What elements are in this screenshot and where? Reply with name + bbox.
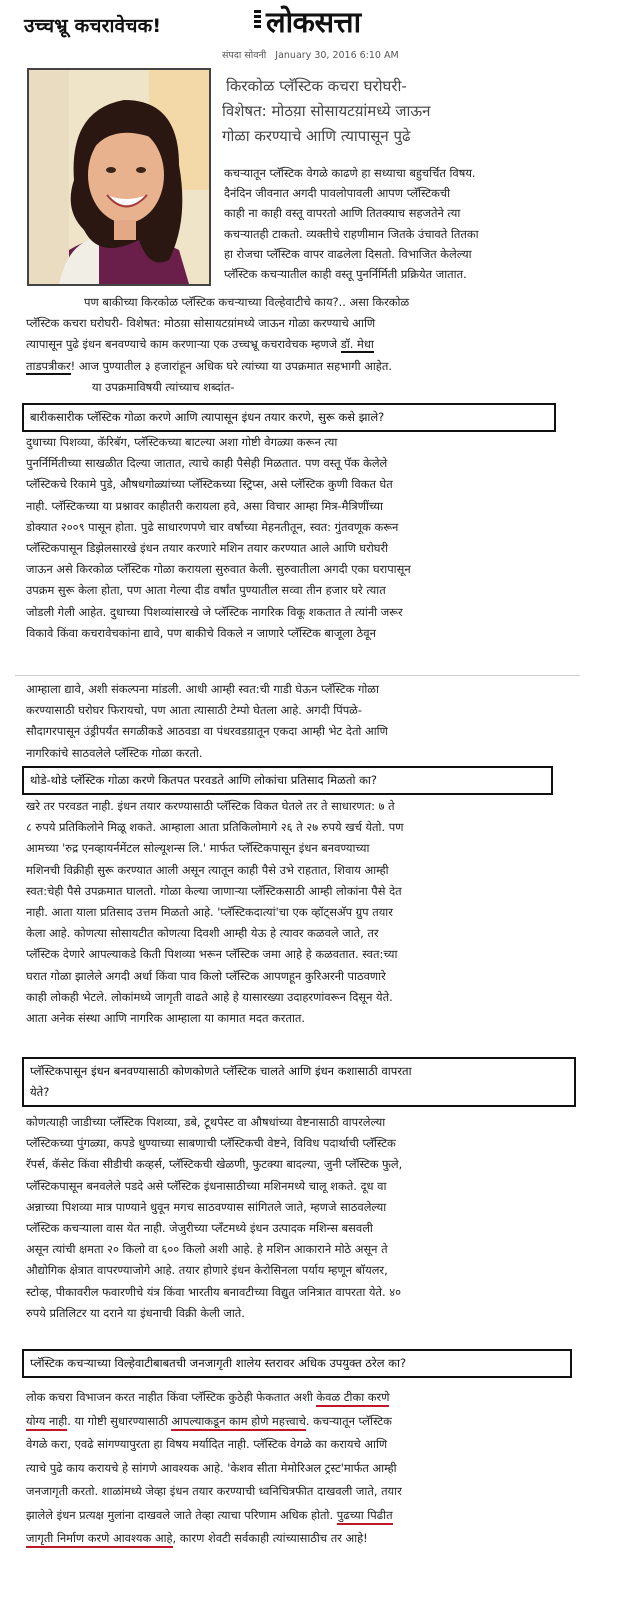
text-line: केला आहे. कोणत्या सोसायटीत कोणत्या दिवशी आम्ही येऊ हे त्यावर कळवले जाते, तर [26,926,379,941]
text-line: त्याचे पुढे काय करायचे हे सांगणे आवश्यक आहे. 'केशव सीता मेमोरिअल ट्रस्ट'मार्फत आम्ही [26,1460,397,1475]
answer-3 [26,1112,598,1324]
text-line: आमच्या 'रुद्र एनव्हायर्नमेंटल सोल्यूशन्स लि.' मार्फत प्लॅस्टिकपासून इंधन बनवण्याच्या [26,841,370,856]
logo-mark-icon [254,10,263,32]
highlight-not-right: योग्य नाही [26,1414,67,1431]
column-title: उच्चभ्रू कचरावेचक! [24,15,162,37]
question-text: थोडे-थोडे प्लॅस्टिक गोळा करणे कितपत परवडते आणि लोकांचा प्रतिसाद मिळतो का? [30,773,377,787]
text-line: नाही. प्लॅस्टिकच्या या प्रश्नावर काहीतरी करायला हवे, असा विचार आम्हा मित्र-मैत्रिणींच्या [26,498,383,513]
text-line: रॅपर्स, कॅसेट किंवा सीडीची कव्हर्स, प्लॅस्टिकची खेळणी, फुटक्या बादल्या, जुनी प्लॅस्टिक फुले, [26,1157,403,1172]
question-text: प्लॅस्टिकपासून इंधन बनवण्यासाठी कोणकोणते प्लॅस्टिक चालते आणि इंधन कशासाठी वापरता [30,1064,412,1078]
doctor-surname-highlight: ताडपत्रीकर [26,358,71,373]
text-line: दुधाच्या पिशव्या, कॅरिबॅग, प्लॅस्टिकच्या बाटल्या अशा गोष्टी वेगळ्या करून त्या [26,435,338,449]
text-line: कोणत्याही जाडीच्या प्लॅस्टिक पिशव्या, डबे, टूथपेस्ट वा औषधांच्या वेष्टनासाठी वापरलेल्या [26,1115,386,1129]
text-line: रुपये प्रतिलिटर या दराने या इंधनाची विक्री केली जाते. [26,1305,245,1320]
text-line: झालेले इंधन प्रत्यक्ष मुलांना दाखवले जाते तेव्हा त्याचा परिणाम अधिक होतो. पुढच्या पिढीत [26,1504,598,1528]
highlight-next-generation: पुढच्या पिढीत [337,1508,393,1525]
answer-4 [26,1386,598,1551]
question-box-1 [22,403,556,432]
text-line: कचऱ्यातही टाकतो. व्यक्तीचे राहणीमान जितके उंचावते तितका [224,226,479,241]
text-line: आम्हाला द्यावे, अशी संकल्पना मांडली. आधी आम्ही स्वत:ची गाडी घेऊन प्लॅस्टिक गोळा [26,682,379,696]
author-photo [27,68,211,286]
text-line: नागरिकांचे साठवलेले प्लॅस्टिक गोळा करतो. [26,745,203,760]
intro-paragraph [224,163,594,284]
highlight-awareness: जागृती निर्माण करणे आवश्यक आहे [26,1531,173,1548]
question-box-2 [22,766,553,795]
question-box-3 [22,1057,576,1107]
article-headline [222,74,596,149]
text-line: त्यापासून पुढे इंधन बनवण्याचे काम करणाऱ्या एक उच्चभ्रू कचरावेचक म्हणजे डॉ. मेधा [26,337,374,352]
text-line: घरात गोळा झालेले अगदी अर्धा किंवा पाव किलो प्लॅस्टिक आपणहून कुरिअरनी पाठवणारे [26,968,386,983]
article-page: उच्चभ्रू कचरावेचक! लोकसत्ता संपदा सोवनी January 30, 2016 6:10 AM किरकोळ प्लॅस्टिक कचरा घरोघरी- विशेषत: मोठय़ा सोसायटय़ांमध्ये जाऊन गोळा करण्याचे आणि त्यापासून पुढे कचऱ्यातून प्लॅस्टिक वेगळे काढणे हा सध्याचा बहुचर्चित विषय. दैनंदिन जीवनात अगदी पावलोपावली आपण प्लॅस्टिकची काही ना काही वस्तू वापरतो आणि तितक्याच सहजतेने त्या कचऱ्यातही टाकतो. व्यक्तीचे राहणीमान जितके उंचावते तितका हा रोजचा प्लॅस्टिक वापर वाढलेला दिसतो. विभाजित केलेल्या प्लॅस्टिक कचऱ्यातील काही वस्तू पुनर्निर्मिती प्रक्रियेत जातात. पण बाकीच्या किरकोळ प्लॅस्टिक कचऱ्याच्या विल्हेवाटीचे काय?.. असा किरकोळ प्लॅस्टिक कचरा घरोघरी- विशेषत: मोठय़ा सोसायटय़ांमध्ये जाऊन गोळा करण्याचे आणि त्यापासून पुढे इंधन बनवण्याचे काम करणाऱ्या एक उच्चभ्रू कचरावेचक म्हणजे डॉ. मेधा ताडपत्रीकर! आज पुण्यातील ३ हजारांहून अधिक घरे त्यांच्या या उपक्रमात सहभागी आहेत. या उपक्रमाविषयी त्यांच्याच शब्दांत- बारीकसारीक प्लॅस्टिक गोळा करणे आणि त्यापासून इंधन तयार करणे, सुरू कसे झाले? दुधाच्या पिशव्या, कॅरिबॅग, प्लॅस्टिकच्या बाटल्या अशा गोष्टी वेगळ्या करून त्या पुनर्निर्मितीच्या साखळीत दिल्या जातात, त्याचे काही पैसेही मिळतात. पण वस्तू पॅक केलेले प्लॅस्टिकचे रिकामे पुडे, औषधगोळ्यांच्या प्लॅस्टिकच्या स्ट्रिप्स, असे प्लॅस्टिक कुणी विकत घेत नाही. प्लॅस्टिकच्या या प्रश्नावर काहीतरी करायला हवे, असा विचार आम्हा मित्र-मैत्रिणींच्या डोक्यात २००९ पासून होता. पुढे साधारणपणे चार वर्षांच्या मेहनतीतून, स्वत: गुंतवणूक करून प्लॅस्टिकपासून डिझेलसारखे इंधन तयार करणारे मशिन तयार करण्यात आले आणि घरोघरी जाऊन असे किरकोळ प्लॅस्टिक गोळा करायला सुरुवात केली. सुरुवातीला अगदी एका घरापासून उपक्रम सुरू केला होता, पण आता गेल्या दीड वर्षांत पुण्यातील सव्वा तीन हजार घरे त्यात जोडली गेली आहेत. दुधाच्या पिशव्यांसारखे जे प्लॅस्टिक नागरिक विकू शकतात ते त्यांनी जरूर विकावे किंवा कचरावेचकांना द्यावे, पण बाकीचे विकले न जाणारे प्लॅस्टिक बाजूला ठेवून आम्हाला द्यावे, अशी संकल्पना मांडली. आधी आम्ही स्वत:ची गाडी घेऊन प्लॅस्टिक गोळा करण्यासाठी घरोघर फिरायचो, पण आता त्यासाठी टेम्पो घेतला आहे. अगदी पिंपळे- सौदागरपासून उंड्रीपर्यंत सगळीकडे आठवडा वा पंधरवडय़ातून एकदा आम्ही भेट देतो आणि नागरिकांचे साठवलेले प्लॅस्टिक गोळा करतो. थोडे-थोडे प्लॅस्टिक गोळा करणे कितपत परवडते आणि लोकांचा प्रतिसाद मिळतो का? खरे तर परवडत नाही. इंधन तयार करण्यासाठी प्लॅस्टिक विकत घेतले तर ते साधारणत: ७ ते ८ रुपये प्रतिकिलोने मिळू शकते. आम्हाला आता प्रतिकिलोमागे २६ ते २७ रुपये खर्च येतो. पण आमच्या 'रुद्र एनव्हायर्नमेंटल सोल्यूशन्स लि.' मार्फत प्लॅस्टिकपासून इंधन बनवण्याच्या मशिनची विक्रीही सुरू करण्यात आली असून त्यातून काही पैसे उभे राहतात, शिवाय आम्ही स्वत:चेही पैसे उपक्रमात घालतो. गोळा केल्या जाणाऱ्या प्लॅस्टिकसाठी आम्ही लोकांना पैसे देत नाही. आता याला प्रतिसाद उत्तम मिळतो आहे. 'प्लॅस्टिकदात्यां'चा एक व्हॉट्सअ‍ॅप ग्रुप तयार केला आहे. कोणत्या सोसायटीत कोणत्या दिवशी आम्ही येऊ हे त्यावर कळवले जाते, तर प्लॅस्टिक देणारे आपल्याकडे किती पिशव्या भरून प्लॅस्टिक जमा आहे हे कळवतात. स्वत:च्या घरात गोळा झालेले अगदी अर्धा किंवा पाव किलो प्लॅस्टिक आपणहून कुरिअरनी पाठवणारे काही लोकही भेटले. लोकांमध्ये जागृती वाढते आहे हे यासारख्या उदाहरणांवरून दिसून येते. आता अनेक संस्था आणि नागरिक आम्हाला या कामात मदत करतात. प्लॅस्टिकपासून इंधन बनवण्यासाठी कोणकोणते प्लॅस्टिक चालते आणि इंधन कशासाठी वापरता येते? कोणत्याही जाडीच्या प्लॅस्टिक पिशव्या, डबे, टूथपेस्ट वा औषधांच्या वेष्टनासाठी वापरलेल्या प्लॅस्टिकच्या पुंगळ्या, कपडे धुण्याच्या साबणाची प्लॅस्टिकची वेष्टने, विविध पदार्थाची प्लॅस्टिक रॅपर्स, कॅसेट किंवा सीडीची कव्हर्स, प्लॅस्टिकची खेळणी, फुटक्या बादल्या, जुनी प्लॅस्टिक फुले, प्लॅस्टिकपासून बनवलेले पडदे असे प्लॅस्टिक इंधनासाठीच्या मशिनमध्ये चालू शकते. दूध वा अन्नाच्या पिशव्या मात्र पाण्याने धुवून मगच साठवण्यास सांगितले जाते, म्हणजे साठवलेल्या प्लॅस्टिक कचऱ्याला वास येत नाही. जेजुरीच्या प्लँटमध्ये इंधन उत्पादक मशिन्स बसवली असून त्यांची क्षमता २० किलो वा ६०० किलो अशी आहे. हे मशिन आकाराने मोठे असून ते औद्योगिक क्षेत्रात वापरण्याजोगे आहे. तयार होणारे इंधन केरोसिनला पर्याय म्हणून बॉयलर, स्टोव्ह, पीकावरील फवारणीचे यंत्र किंवा भारतीय बनावटीच्या विद्युत जनित्रात वापरता येते. ४० रुपये प्रतिलिटर या दराने या इंधनाची विक्री केली जाते. प्लॅस्टिक कचऱ्याच्या विल्हेवाटीबाबतची जनजागृती शालेय स्तरावर अधिक उपयुक्त ठरेल का? लोक कचरा विभाजन करत नाहीत किंवा प्लॅस्टिक कुठेही फेकतात अशी केवळ टीका करणे योग्य नाही. या गोष्टी सुधारण्यासाठी आपल्याकडून काम होणे महत्त्वाचे. कचऱ्यातून प्लॅस्टिक वेगळे करा, एवढे सांगण्यापुरता हा विषय मर्यादित नाही. प्लॅस्टिक वेगळे का करायचे आणि त्याचे पुढे काय करायचे हे सांगणे आवश्यक आहे. 'केशव सीता मेमोरिअल ट्रस्ट'मार्फत आम्ही जनजागृती करतो. शाळांमध्ये जेव्हा इंधन तयार करण्याची ध्वनिचित्रफीत दाखवली जाते, तयार झालेले इंधन प्रत्यक्ष मुलांना दाखवले जाते तेव्हा त्याचा परिणाम अधिक होतो. पुढच्या पिढीत जागृती निर्माण करणे आवश्यक आहे, कारण शेवटी सर्वकाही त्यांच्यासाठीच तर आहे! [0,0,630,1600]
text-line: प्लॅस्टिकच्या पुंगळ्या, कपडे धुण्याच्या साबणाची प्लॅस्टिकची वेष्टने, विविध पदार्थाची प्लॅस्टिक [26,1136,396,1151]
author-name: संपदा सोवनी [222,50,267,61]
headline-line: किरकोळ प्लॅस्टिक कचरा घरोघरी- [226,77,407,95]
publish-date: January 30, 2016 6:10 AM [275,50,399,61]
text-line: या उपक्रमाविषयी त्यांच्याच शब्दांत- [92,379,235,394]
text-line: प्लॅस्टिक कचरा घरोघरी- विशेषत: मोठय़ा सोसायटय़ांमध्ये जाऊन गोळा करण्याचे आणि [26,316,376,331]
text-line: काही ना काही वस्तू वापरतो आणि तितक्याच सहजतेने त्या [224,206,461,221]
text-line: प्लॅस्टिकपासून डिझेलसारखे इंधन तयार करणारे मशिन तयार करण्यात आले आणि घरोघरी [26,541,389,556]
question-text: बारीकसारीक प्लॅस्टिक गोळा करणे आणि त्यापासून इंधन तयार करणे, सुरू कसे झाले? [30,410,385,424]
text-line: प्लॅस्टिक कचऱ्याला वास येत नाही. जेजुरीच्या प्लँटमध्ये इंधन उत्पादक मशिन्स बसवली [26,1221,373,1236]
text-line: औद्योगिक क्षेत्रात वापरण्याजोगे आहे. तयार होणारे इंधन केरोसिनला पर्याय म्हणून बॉयलर, [26,1263,388,1278]
text-line: करण्यासाठी घरोघर फिरायचो, पण आता त्यासाठी टेम्पो घेतला आहे. अगदी पिंपळे- [26,703,362,718]
text-line: डोक्यात २००९ पासून होता. पुढे साधारणपणे चार वर्षांच्या मेहनतीतून, स्वत: गुंतवणूक करून [26,519,399,534]
text-line: अन्नाच्या पिशव्या मात्र पाण्याने धुवून मगच साठवण्यास सांगितले जाते, म्हणजे साठवलेल्या [26,1199,387,1214]
text-line: प्लॅस्टिकचे रिकामे पुडे, औषधगोळ्यांच्या प्लॅस्टिकच्या स्ट्रिप्स, असे प्लॅस्टिक कुणी विकत घेत [26,477,393,492]
text-line: जाऊन असे किरकोळ प्लॅस्टिक गोळा करायला सुरुवात केली. सुरुवातीला अगदी एका घरापासून [26,562,411,577]
text-line: नाही. आता याला प्रतिसाद उत्तम मिळतो आहे. 'प्लॅस्टिकदात्यां'चा एक व्हॉट्सअ‍ॅप ग्रुप तयार [26,905,393,920]
text-line: स्टोव्ह, पीकावरील फवारणीचे यंत्र किंवा भारतीय बनावटीच्या विद्युत जनित्रात वापरता येते. ४० [26,1284,402,1299]
highlight-criticism: केवळ टीका करणे [316,1390,389,1407]
question-box-4 [22,1349,572,1378]
text-line: जागृती निर्माण करणे आवश्यक आहे, कारण शेवटी सर्वकाही त्यांच्यासाठीच तर आहे! [26,1527,598,1551]
highlight-work-important: आपल्याकडून काम होणे महत्त्वाचे [171,1414,305,1431]
text-line: वेगळे करा, एवढे सांगण्यापुरता हा विषय मर्यादित नाही. प्लॅस्टिक वेगळे का करायचे आणि [26,1437,388,1451]
text-line: ८ रुपये प्रतिकिलोने मिळू शकते. आम्हाला आता प्रतिकिलोमागे २६ ते २७ रुपये खर्च येतो. पण [26,820,404,835]
question-text: येते? [30,1085,50,1099]
text-line: काही लोकही भेटले. लोकांमध्ये जागृती वाढते आहे हे यासारख्या उदाहरणांवरून दिसून येते. [26,989,393,1004]
text-line: पण बाकीच्या किरकोळ प्लॅस्टिक कचऱ्याच्या विल्हेवाटीचे काय?.. असा किरकोळ [84,295,410,309]
answer-2 [26,796,598,1029]
text-line: जोडली गेली आहेत. दुधाच्या पिशव्यांसारखे जे प्लॅस्टिक नागरिक विकू शकतात ते त्यांनी जरूर [26,604,403,619]
text-line: आता अनेक संस्था आणि नागरिक आम्हाला या कामात मदत करतात. [26,1011,306,1026]
text-line: योग्य नाही. या गोष्टी सुधारण्यासाठी आपल्याकडून काम होणे महत्त्वाचे. कचऱ्यातून प्लॅस्टिक [26,1410,598,1434]
text-line: स्वत:चेही पैसे उपक्रमात घालतो. गोळा केल्या जाणाऱ्या प्लॅस्टिकसाठी आम्ही लोकांना पैसे देत [26,883,402,898]
text-line: दैनंदिन जीवनात अगदी पावलोपावली आपण प्लॅस्टिकची [224,186,451,201]
text-line: खरे तर परवडत नाही. इंधन तयार करण्यासाठी प्लॅस्टिक विकत घेतले तर ते साधारणत: ७ ते [26,799,395,813]
headline-line: गोळा करण्याचे आणि त्यापासून पुढे [222,127,411,145]
text-line: मशिनची विक्रीही सुरू करण्यात आली असून त्यातून काही पैसे उभे राहतात, शिवाय आम्ही [26,862,389,877]
text-line: सौदागरपासून उंड्रीपर्यंत सगळीकडे आठवडा वा पंधरवडय़ातून एकदा आम्ही भेट देतो आणि [26,724,388,739]
text-line: विकावे किंवा कचरावेचकांना द्यावे, पण बाकीचे विकले न जाणारे प्लॅस्टिक बाजूला ठेवून [26,625,376,640]
text-line: पुनर्निर्मितीच्या साखळीत दिल्या जातात, त्याचे काही पैसेही मिळतात. पण वस्तू पॅक केलेले [26,456,388,471]
author-portrait-icon [29,70,209,284]
answer-1-continued [26,679,598,764]
byline [222,48,399,61]
text-line: लोक कचरा विभाजन करत नाहीत किंवा प्लॅस्टिक कुठेही फेकतात अशी केवळ टीका करणे [26,1386,598,1410]
text-line: ताडपत्रीकर! आज पुण्यातील ३ हजारांहून अधिक घरे त्यांच्या या उपक्रमात सहभागी आहेत. [26,358,392,373]
doctor-name-highlight: डॉ. मेधा [340,337,374,352]
clipping-seam [15,675,580,676]
text-line: कचऱ्यातून प्लॅस्टिक वेगळे काढणे हा सध्याचा बहुचर्चित विषय. [224,166,476,180]
text-line: उपक्रम सुरू केला होता, पण आता गेल्या दीड वर्षांत पुण्यातील सव्वा तीन हजार घरे त्यात [26,583,386,598]
text-line: प्लॅस्टिकपासून बनवलेले पडदे असे प्लॅस्टिक इंधनासाठीच्या मशिनमध्ये चालू शकते. दूध वा [26,1178,387,1193]
text-line: प्लॅस्टिक कचऱ्यातील काही वस्तू पुनर्निर्मिती प्रक्रियेत जातात. [224,267,467,282]
intro-continued [26,292,596,398]
text-line: असून त्यांची क्षमता २० किलो वा ६०० किलो अशी आहे. हे मशिन आकाराने मोठे असून ते [26,1242,388,1257]
answer-1 [26,432,598,644]
question-text: प्लॅस्टिक कचऱ्याच्या विल्हेवाटीबाबतची जनजागृती शालेय स्तरावर अधिक उपयुक्त ठरेल का? [30,1356,407,1370]
headline-line: विशेषत: मोठय़ा सोसायटय़ांमध्ये जाऊन [222,102,431,120]
text-line: हा रोजचा प्लॅस्टिक वापर वाढलेला दिसतो. विभाजित केलेल्या [224,246,472,261]
text-line: जनजागृती करतो. शाळांमध्ये जेव्हा इंधन तयार करण्याची ध्वनिचित्रफीत दाखवली जाते, तयार [26,1484,402,1498]
text-line: प्लॅस्टिक देणारे आपल्याकडे किती पिशव्या भरून प्लॅस्टिक जमा आहे हे कळवतात. स्वत:च्या [26,947,398,962]
